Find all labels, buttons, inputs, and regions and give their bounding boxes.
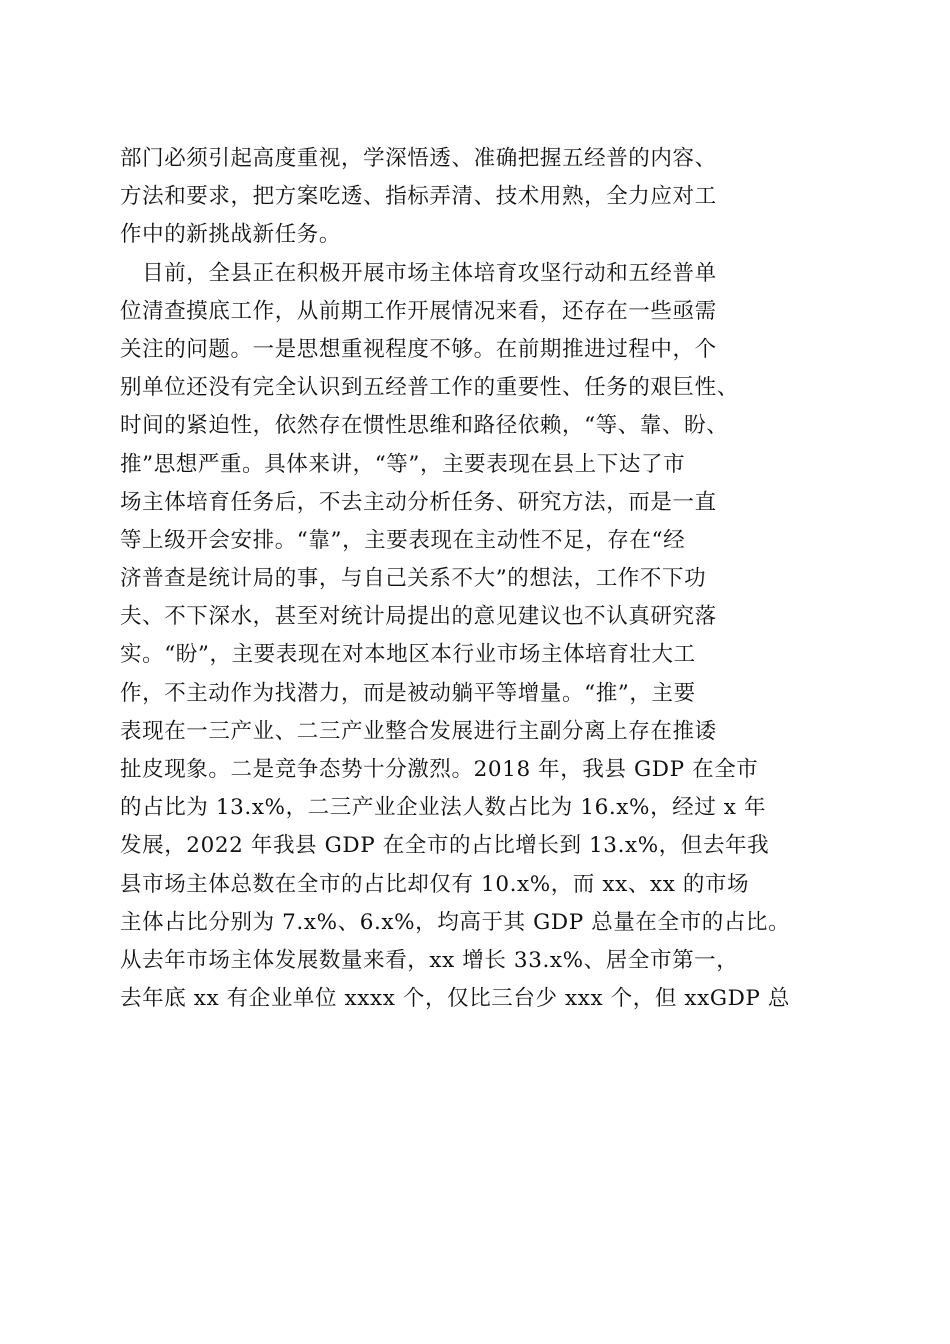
text-line: 别单位还没有完全认识到五经普工作的重要性、任务的艰巨性、 bbox=[120, 375, 739, 401]
text-line: 济普查是统计局的事，与自己关系不大”的想法，工作不下功 bbox=[120, 566, 707, 592]
text-line: 目前，全县正在积极开展市场主体培育攻坚行动和五经普单 bbox=[120, 260, 717, 286]
text-line: 的占比为 13.x%，二三产业企业法人数占比为 16.x%，经过 x 年 bbox=[120, 795, 767, 821]
text-line: 夫、不下深水，甚至对统计局提出的意见建议也不认真研究落 bbox=[120, 604, 717, 630]
text-line: 去年底 xx 有企业单位 xxxx 个，仅比三台少 xxx 个，但 xxGDP 总 bbox=[120, 986, 791, 1012]
text-line: 推”思想严重。具体来讲，“等”，主要表现在县上下达了市 bbox=[120, 451, 686, 477]
text-line: 场主体培育任务后，不去主动分析任务、研究方法，而是一直 bbox=[120, 489, 717, 515]
text-line: 部门必须引起高度重视，学深悟透、准确把握五经普的内容、 bbox=[120, 146, 717, 171]
text-line: 时间的紧迫性，依然存在惯性思维和路径依赖，“等、靠、盼、 bbox=[120, 413, 729, 439]
text-line: 从去年市场主体发展数量来看，xx 增长 33.x%、居全市第一， bbox=[120, 947, 739, 973]
text-line: 作，不主动作为找潜力，而是被动躺平等增量。“推”，主要 bbox=[120, 680, 696, 706]
text-line: 发展，2022 年我县 GDP 在全市的占比增长到 13.x%，但去年我 bbox=[120, 833, 770, 859]
text-line: 主体占比分别为 7.x%、6.x%，均高于其 GDP 总量在全市的占比。 bbox=[120, 909, 791, 935]
text-line: 位清查摸底工作，从前期工作开展情况来看，还存在一些亟需 bbox=[120, 298, 717, 324]
body-text bbox=[120, 140, 840, 1018]
text-line: 作中的新挑战新任务。 bbox=[120, 222, 342, 248]
text-line: 扯皮现象。二是竞争态势十分激烈。2018 年，我县 GDP 在全市 bbox=[120, 757, 759, 782]
text-line: 表现在一三产业、二三产业整合发展进行主副分离上存在推诿 bbox=[120, 718, 717, 744]
text-line: 等上级开会安排。“靠”，主要表现在主动性不足，存在“经 bbox=[120, 527, 686, 553]
text-line: 实。“盼”，主要表现在对本地区本行业市场主体培育壮大工 bbox=[120, 642, 696, 668]
text-line: 关注的问题。一是思想重视程度不够。在前期推进过程中，个 bbox=[120, 336, 717, 362]
text-line: 方法和要求，把方案吃透、指标弄清、技术用熟，全力应对工 bbox=[120, 184, 717, 210]
text-line: 县市场主体总数在全市的占比却仅有 10.x%，而 xx、xx 的市场 bbox=[120, 871, 750, 897]
